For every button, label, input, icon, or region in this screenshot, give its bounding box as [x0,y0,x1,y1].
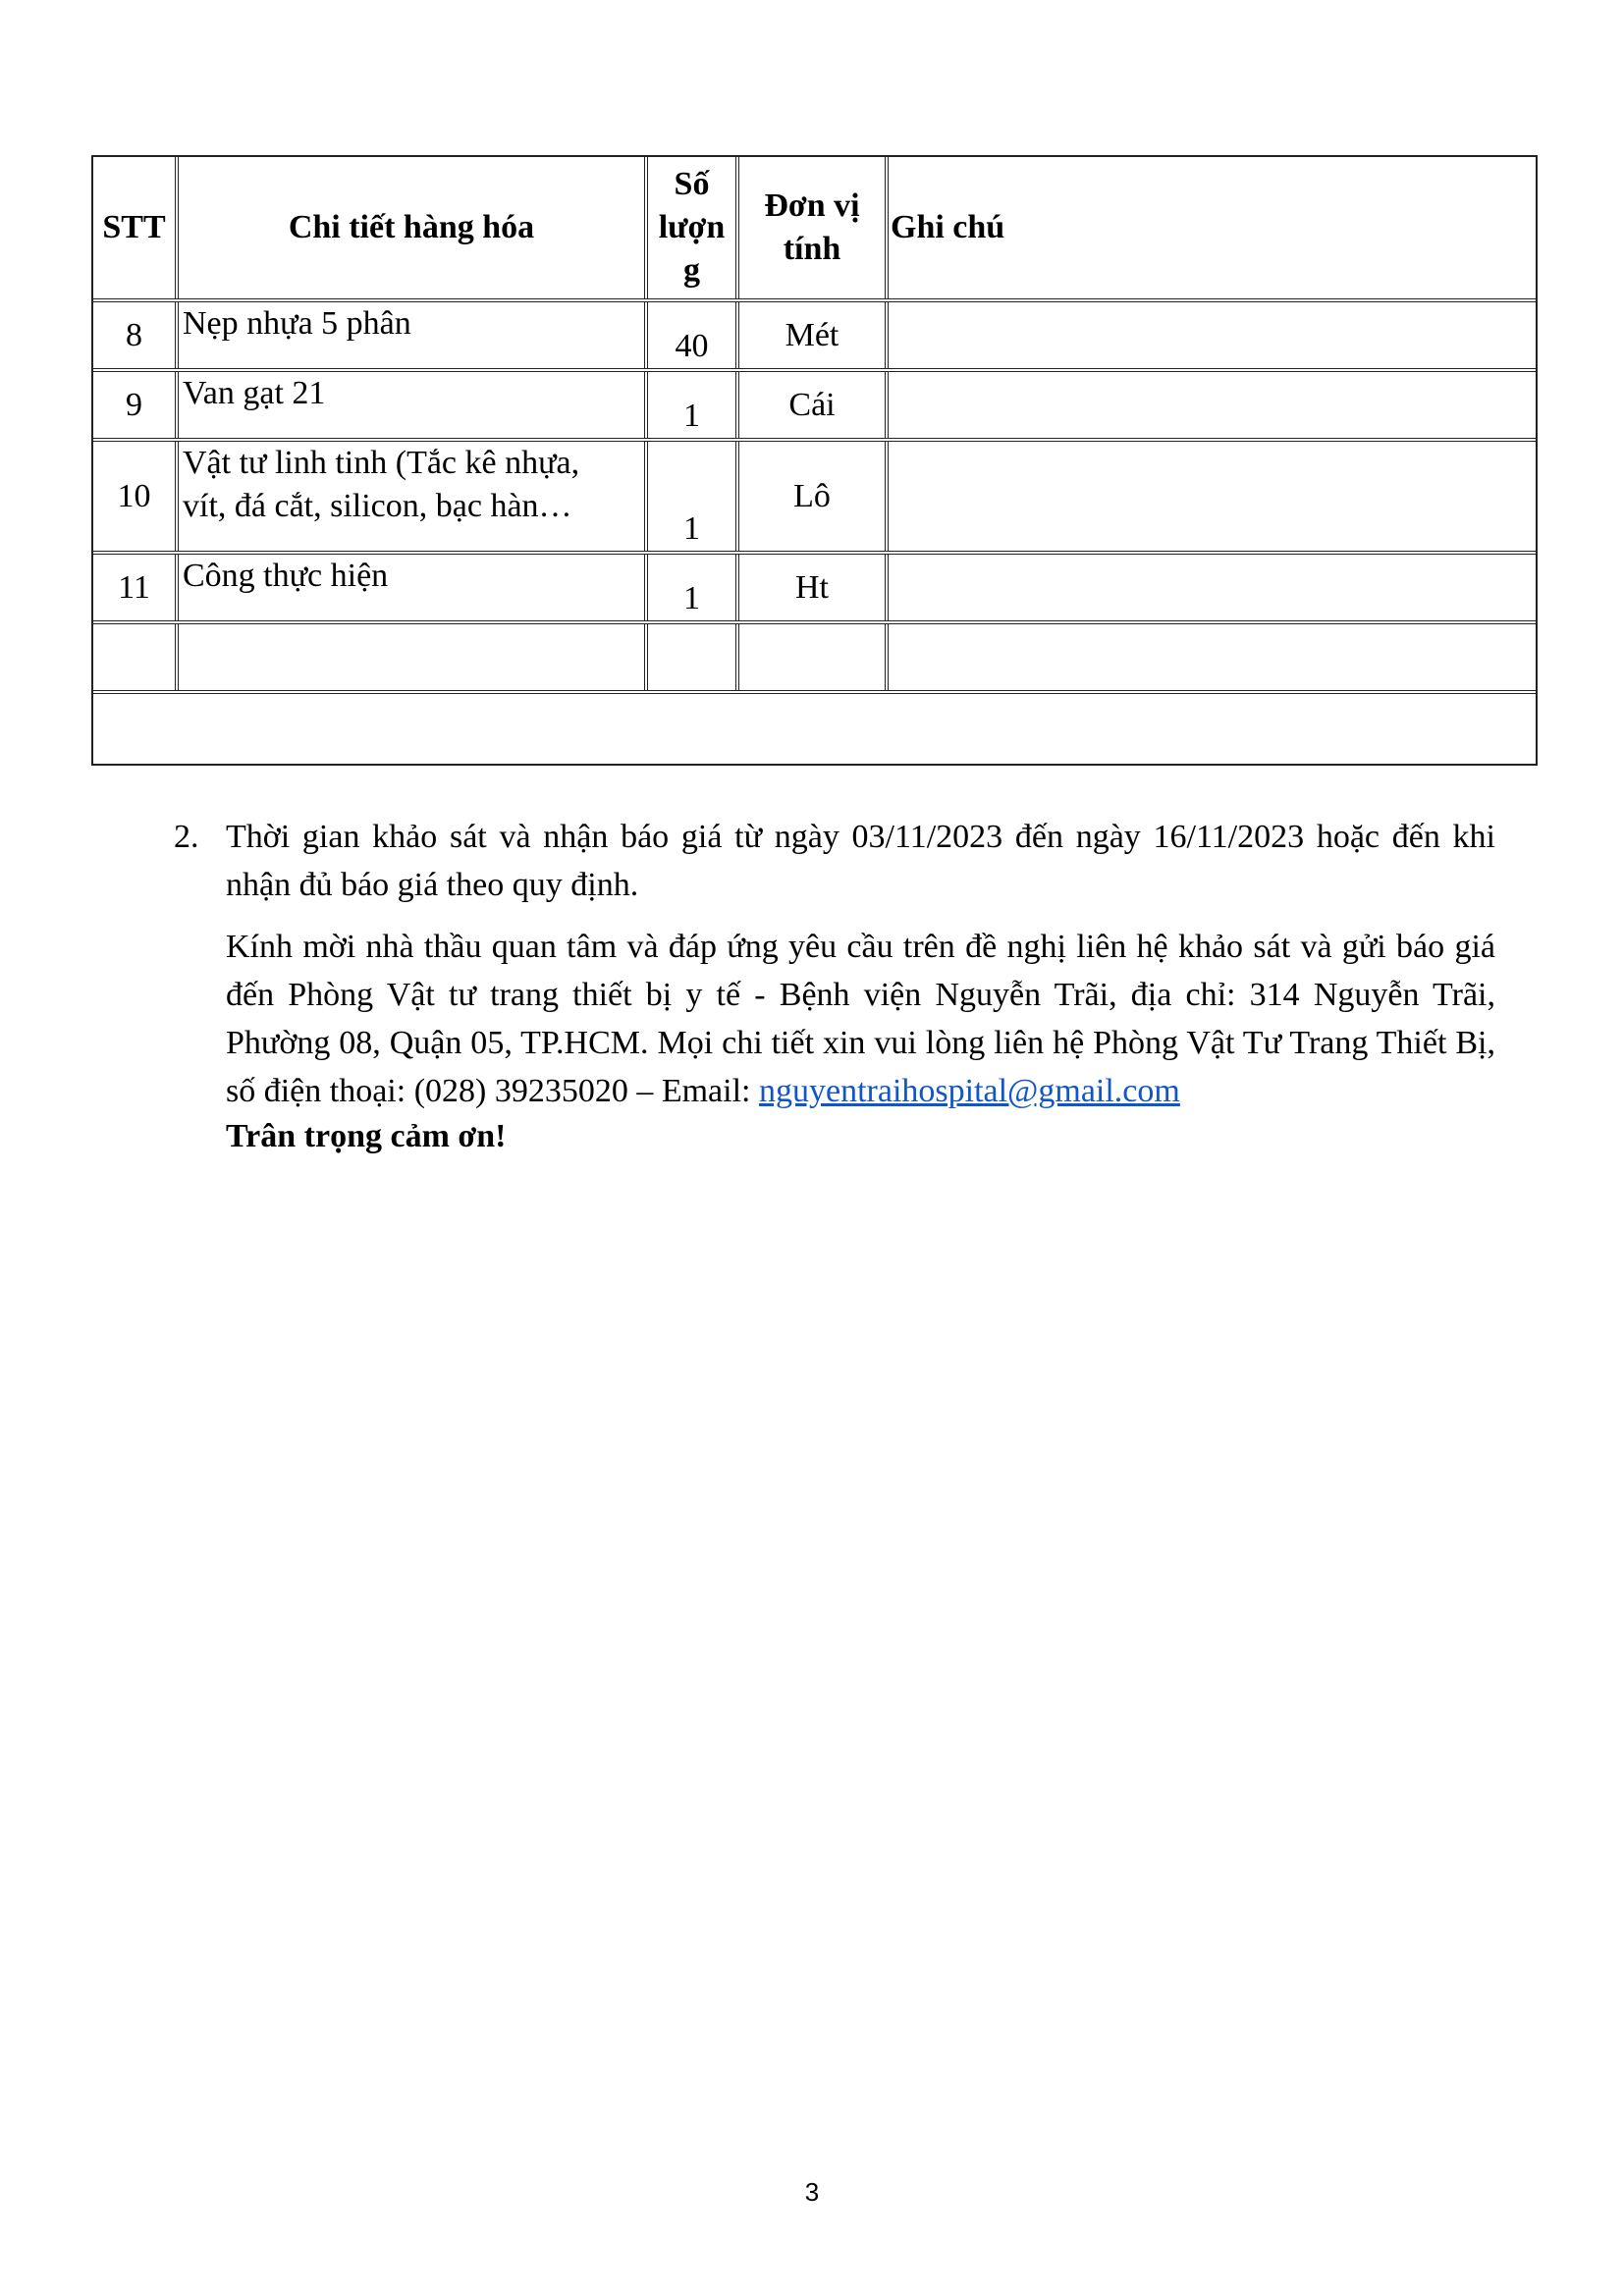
row-unit: Ht [795,568,829,606]
closing-thanks: Trân trọng cảm ơn! [226,1118,507,1154]
header-unit-line1: Đơn vị [764,187,860,224]
invitation-text: Kính mời nhà thầu quan tâm và đáp ứng yêu cầu trên đề nghị liên hệ khảo sát và gửi báo giá đến Phòng Vật tư trang thiết bị y tế - Bệnh viện Nguyễn Trãi, địa chỉ: 314 Nguyễn Trãi, Phường 08, Quận 05, TP.HCM. Mọi chi tiết xin vui lòng liên hệ Phòng Vật Tư Trang Thiết Bị, số điện thoại: (028) 39235020 – Email: [226,929,1495,1109]
row-unit: Lô [793,477,831,514]
row-unit: Mét [785,316,839,353]
row-note [889,372,1536,438]
list-number: 2. [174,819,199,855]
table-row-merged [93,694,1536,764]
row-quantity: 1 [683,398,700,434]
invitation-paragraph [226,923,1495,1115]
goods-table [91,155,1538,766]
header-quantity-line1: Số [674,166,710,202]
header-quantity [648,157,739,298]
row-goods-name: Công thực hiện [183,558,389,594]
header-quantity-line2: lượn [658,209,726,245]
row-stt: 8 [126,316,142,353]
row-stt: 11 [118,568,150,606]
merged-empty-cell [93,694,1536,764]
survey-period-paragraph: Thời gian khảo sát và nhận báo giá từ ngày 03/11/2023 đến ngày 16/11/2023 hoặc đến khi nhận đủ báo giá theo quy định. [226,819,1495,903]
header-goods-detail: Chi tiết hàng hóa [179,157,648,298]
empty-cell [739,624,889,690]
table-row [93,555,1536,624]
row-quantity: 1 [683,580,700,616]
header-unit [739,157,889,298]
row-goods-name: Nẹp nhựa 5 phân [183,305,411,342]
page-number: 3 [804,2177,820,2207]
table-row [93,372,1536,442]
email-link[interactable]: nguyentraihospital@gmail.com [759,1073,1180,1109]
row-goods-name-line2: vít, đá cắt, silicon, bạc hàn… [183,488,572,524]
empty-cell [93,624,179,690]
row-note [889,442,1536,551]
empty-cell [648,624,739,690]
row-unit: Cái [788,386,836,423]
table-row-empty [93,624,1536,694]
table-row [93,302,1536,372]
row-quantity: 40 [675,328,709,364]
header-unit-line2: tính [783,231,841,267]
row-note [889,555,1536,620]
row-stt: 9 [126,386,142,423]
row-stt: 10 [117,477,151,514]
row-goods-name [183,442,640,528]
empty-cell [179,624,648,690]
empty-cell [889,624,1536,690]
table-header-row [93,157,1536,302]
header-quantity-line3: g [683,252,700,289]
header-stt: STT [93,157,179,298]
table-row [93,442,1536,555]
row-quantity: 1 [683,510,700,547]
header-note: Ghi chú [891,209,1005,245]
row-note [889,302,1536,368]
row-goods-name-line1: Vật tư linh tinh (Tắc kê nhựa, [183,445,580,481]
row-goods-name: Van gạt 21 [183,375,326,411]
